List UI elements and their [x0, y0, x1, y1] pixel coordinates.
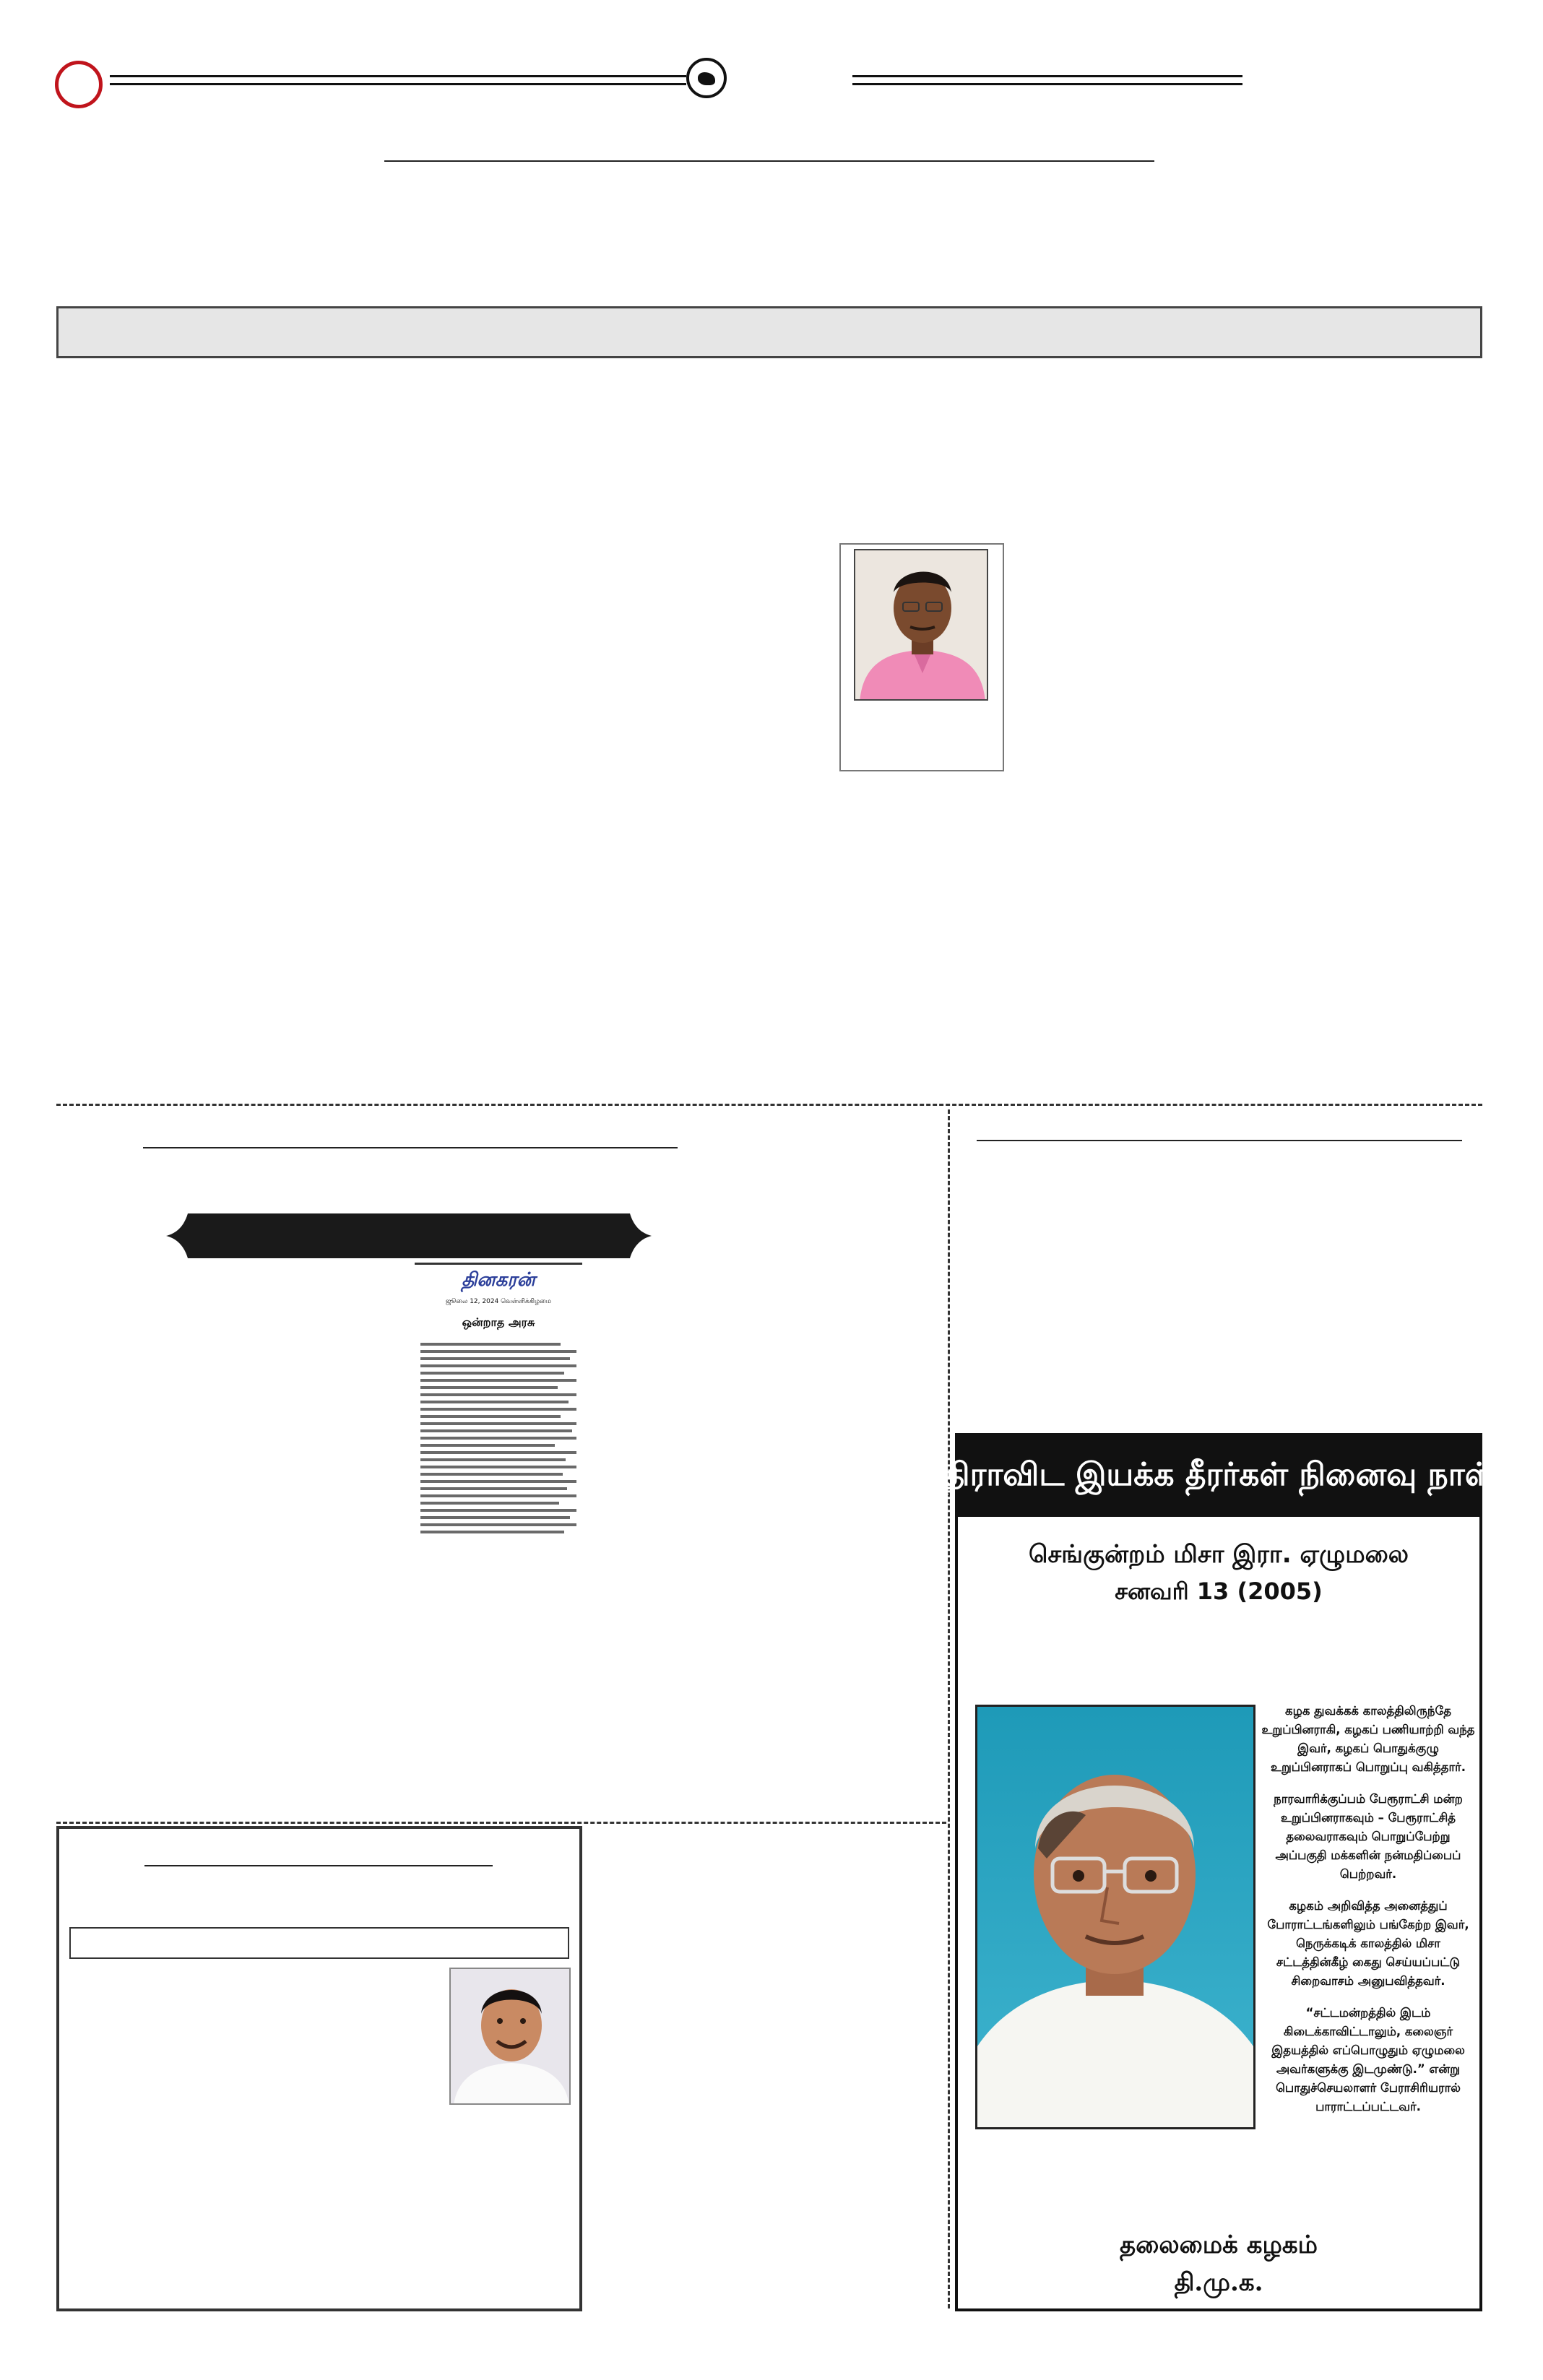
memorial-footer-party: தி.மு.க. — [1174, 2268, 1263, 2297]
section-banner — [56, 306, 1482, 358]
statement-subtitle-bar — [69, 1927, 569, 1959]
statement-headline-underline — [144, 1865, 493, 1866]
biography-paragraph: கழக துவக்கக் காலத்திலிருந்தே உறுப்பினராகி, கழகப் பணியாற்றி வந்த இவர், கழகப் பொதுக்குழு உறுப்பினராகப் பொறுப்பு வகித்தார். — [1261, 1704, 1475, 1774]
portrait-photo — [854, 549, 988, 701]
column-divider — [948, 1109, 950, 2308]
section-divider-lower — [56, 1822, 946, 1824]
leader-photo — [449, 1968, 571, 2105]
headline-underline — [384, 160, 1154, 162]
memorial-name: செங்குன்றம் மிசா இரா. ஏழுமலை — [1029, 1540, 1409, 1569]
party-emblem-icon — [686, 58, 727, 98]
memorial-footer-org: தலைமைக் கழகம் — [1120, 2230, 1318, 2259]
memorial-biography — [1261, 1702, 1475, 2129]
right-headline-underline — [977, 1140, 1462, 1141]
black-ribbon-banner — [166, 1213, 652, 1258]
clipping-masthead: தினகரன் — [462, 1269, 535, 1291]
newspaper-clipping — [415, 1263, 582, 1534]
clipping-body-text — [420, 1343, 576, 1534]
man-portrait-image — [855, 550, 988, 701]
leader-portrait-image — [451, 1969, 571, 2105]
section-divider — [56, 1104, 1482, 1106]
clipping-headline: ஒன்றாத அரசு — [462, 1315, 535, 1329]
page-number-badge — [55, 61, 103, 108]
memorial-header: திராவிட இயக்க தீரர்கள் நினைவு நாள் — [958, 1436, 1479, 1517]
memorial-date: சனவரி 13 (2005) — [1115, 1578, 1323, 1605]
clipping-dateline: ஜூலை 12, 2024 வெள்ளிக்கிழமை — [446, 1298, 551, 1305]
memorial-photo — [975, 1705, 1255, 2129]
masthead-rule-right — [852, 75, 1242, 85]
biography-paragraph: “சட்டமன்றத்தில் இடம் கிடைக்காவிட்டாலும், கலைஞர் இதயத்தில் எப்பொழுதும் ஏழுமலை அவர்களுக்கு இடமுண்டு.” என்று பொதுச்செயலாளர் பேராசிரியரால் பாராட்டப்பட்டவர். — [1271, 2006, 1465, 2113]
biography-paragraph: கழகம் அறிவித்த அனைத்துப் போராட்டங்களிலும் பங்கேற்ற இவர், நெருக்கடிக் காலத்தில் மிசா சட்டத்தின்கீழ் கைது செய்யப்பட்டு சிறைவாசம் அனுபவித்தவர். — [1267, 1899, 1469, 1988]
biography-paragraph: நாரவாரிக்குப்பம் பேரூராட்சி மன்ற உறுப்பினராகவும் – பேரூராட்சித் தலைவராகவும் பொறுப்பேற்று அப்பகுதி மக்களின் நன்மதிப்பைப் பெற்றவர். — [1274, 1792, 1463, 1881]
left-headline-underline — [143, 1147, 678, 1148]
masthead-rule-left — [110, 75, 686, 85]
memorial-notice — [943, 1433, 1494, 2311]
elder-portrait-image — [977, 1707, 1253, 2127]
